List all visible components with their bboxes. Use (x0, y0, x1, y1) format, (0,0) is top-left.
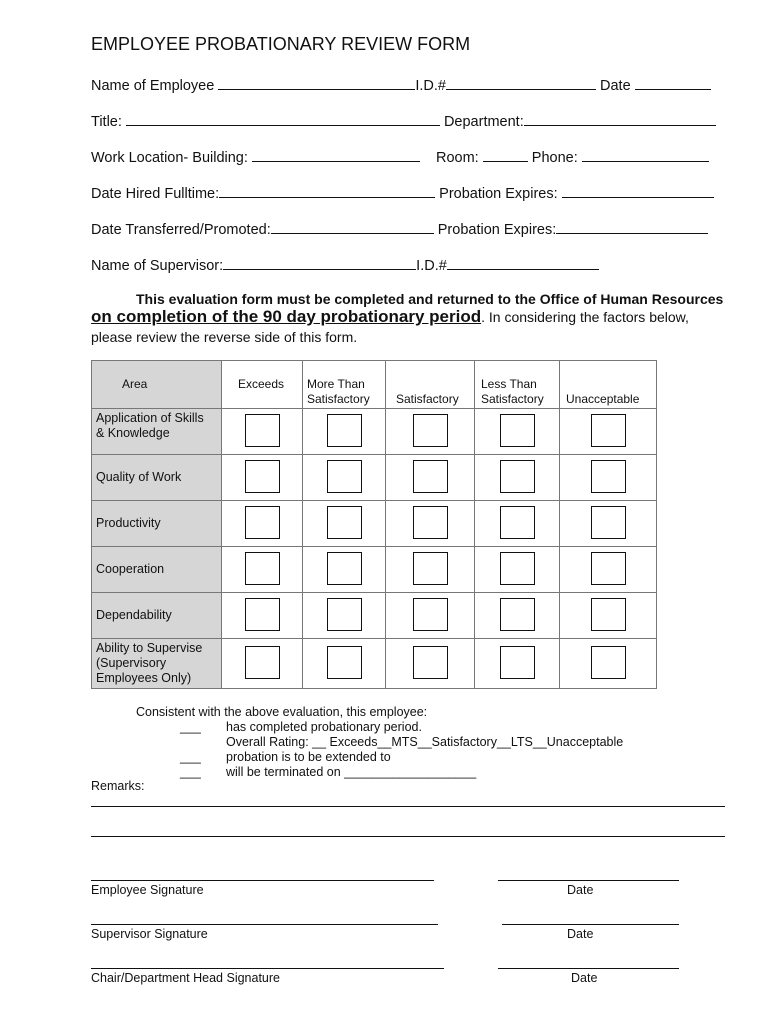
name-of-supervisor-label: Name of Supervisor: (91, 258, 224, 274)
satisfactory-checkbox[interactable] (413, 460, 448, 493)
unacceptable-checkbox[interactable] (591, 598, 626, 631)
unacceptable-checkbox-cell (560, 409, 657, 455)
less-than-satisfactory-checkbox[interactable] (500, 506, 535, 539)
supervisor-id-input[interactable] (447, 254, 599, 270)
satisfactory-checkbox-cell (386, 409, 475, 455)
mts-checkbox-cell (303, 409, 386, 455)
more-than-satisfactory-checkbox[interactable] (327, 552, 362, 585)
supervisor-id-label: I.D.# (416, 258, 447, 274)
work-location-label: Work Location- Building: (91, 150, 248, 166)
supervisor-signature-line[interactable] (91, 924, 438, 925)
instructions-emphasis: on completion of the 90 day probationary period (91, 307, 482, 326)
title-label: Title: (91, 114, 122, 130)
employee-name-row (91, 74, 711, 94)
terminated-option: will be terminated on ___________________ (226, 765, 477, 779)
satisfactory-checkbox[interactable] (413, 552, 448, 585)
terminated-blank[interactable]: ___ (180, 765, 201, 779)
chair-signature-line[interactable] (91, 968, 444, 969)
more-than-satisfactory-checkbox[interactable] (327, 646, 362, 679)
room-input[interactable] (483, 146, 528, 162)
more-than-satisfactory-checkbox[interactable] (327, 598, 362, 631)
table-header-row (92, 361, 657, 409)
date-input[interactable] (635, 74, 711, 90)
outcome-intro: Consistent with the above evaluation, this employee: (136, 705, 428, 719)
more-than-satisfactory-checkbox[interactable] (327, 414, 362, 447)
date-hired-label: Date Hired Fulltime: (91, 186, 220, 202)
satisfactory-checkbox[interactable] (413, 646, 448, 679)
unacceptable-checkbox[interactable] (591, 552, 626, 585)
name-of-employee-input[interactable] (218, 74, 415, 90)
date-transferred-input[interactable] (271, 218, 434, 234)
employee-date-label: Date (567, 883, 594, 897)
exceeds-checkbox[interactable] (245, 598, 280, 631)
extended-option: probation is to be extended to (226, 750, 391, 764)
date-transferred-row (91, 218, 708, 238)
probation-expires-input-1[interactable] (562, 182, 714, 198)
supervisor-date-label: Date (567, 927, 594, 941)
exceeds-checkbox[interactable] (245, 552, 280, 585)
phone-input[interactable] (582, 146, 709, 162)
date-hired-row (91, 182, 714, 202)
chair-signature-label: Chair/Department Head Signature (91, 971, 280, 985)
satisfactory-checkbox[interactable] (413, 506, 448, 539)
table-row (92, 593, 657, 639)
remarks-label: Remarks: (91, 779, 145, 793)
more-than-satisfactory-checkbox[interactable] (327, 460, 362, 493)
row-area-label: Quality of Work (92, 455, 222, 501)
date-transferred-label: Date Transferred/Promoted: (91, 222, 271, 238)
title-row (91, 110, 716, 130)
instructions-cont (91, 307, 731, 347)
header-area: Area (92, 361, 222, 409)
row-area-label: Productivity (92, 501, 222, 547)
employee-id-input[interactable] (446, 74, 596, 90)
less-than-satisfactory-checkbox[interactable] (500, 646, 535, 679)
supervisor-date-line[interactable] (502, 924, 679, 925)
satisfactory-checkbox[interactable] (413, 598, 448, 631)
unacceptable-checkbox[interactable] (591, 646, 626, 679)
form-title: EMPLOYEE PROBATIONARY REVIEW FORM (91, 34, 471, 54)
header-satisfactory: Satisfactory (386, 361, 475, 409)
less-than-satisfactory-checkbox[interactable] (500, 460, 535, 493)
department-input[interactable] (524, 110, 716, 126)
table-row (92, 409, 657, 455)
lts-checkbox-cell (475, 409, 560, 455)
table-row (92, 501, 657, 547)
employee-signature-label: Employee Signature (91, 883, 204, 897)
work-location-input[interactable] (252, 146, 420, 162)
exceeds-checkbox[interactable] (245, 646, 280, 679)
row-area-label: Ability to Supervise (Supervisory Employees Only) (92, 639, 222, 689)
employee-signature-line[interactable] (91, 880, 434, 881)
probation-expires-input-2[interactable] (556, 218, 708, 234)
table-row (92, 547, 657, 593)
date-label: Date (600, 78, 631, 94)
satisfactory-checkbox[interactable] (413, 414, 448, 447)
supervisor-signature-label: Supervisor Signature (91, 927, 208, 941)
exceeds-checkbox-cell (222, 409, 303, 455)
completed-blank[interactable]: ___ (180, 720, 201, 734)
unacceptable-checkbox[interactable] (591, 460, 626, 493)
department-label: Department: (443, 114, 524, 130)
completed-option: has completed probationary period. (226, 720, 422, 734)
name-of-supervisor-input[interactable] (223, 254, 416, 270)
phone-label: Phone: (531, 150, 578, 166)
title-input[interactable] (126, 110, 440, 126)
supervisor-row (91, 254, 599, 274)
row-area-label: Application of Skills & Knowledge (92, 409, 222, 455)
remarks-line-2[interactable] (91, 836, 725, 837)
overall-rating: Overall Rating: __ Exceeds__MTS__Satisfactory__LTS__Unacceptable (226, 735, 624, 749)
header-more-than-satisfactory: More Than Satisfactory (303, 361, 386, 409)
remarks-line-1[interactable] (91, 806, 725, 807)
more-than-satisfactory-checkbox[interactable] (327, 506, 362, 539)
probation-expires-label-2: Probation Expires: (437, 222, 557, 238)
row-area-label: Cooperation (92, 547, 222, 593)
work-location-row (91, 146, 709, 166)
exceeds-checkbox[interactable] (245, 506, 280, 539)
extended-blank[interactable]: ___ (180, 750, 201, 764)
header-less-than-satisfactory: Less Than Satisfactory (475, 361, 560, 409)
chair-date-label: Date (571, 971, 598, 985)
employee-date-line[interactable] (498, 880, 679, 881)
room-label: Room: (436, 150, 479, 166)
less-than-satisfactory-checkbox[interactable] (500, 552, 535, 585)
employee-id-label: I.D.# (415, 78, 446, 94)
exceeds-checkbox[interactable] (245, 414, 280, 447)
header-exceeds: Exceeds (222, 361, 303, 409)
header-unacceptable: Unacceptable (560, 361, 657, 409)
row-area-label: Dependability (92, 593, 222, 639)
exceeds-checkbox[interactable] (245, 460, 280, 493)
chair-date-line[interactable] (498, 968, 679, 969)
unacceptable-checkbox[interactable] (591, 414, 626, 447)
instructions-part1: This evaluation form must be completed and returned to the Office of Human Resources (136, 291, 724, 307)
instructions (91, 289, 731, 309)
table-row (92, 639, 657, 689)
less-than-satisfactory-checkbox[interactable] (500, 414, 535, 447)
unacceptable-checkbox[interactable] (591, 506, 626, 539)
probation-expires-label-1: Probation Expires: (439, 186, 558, 202)
less-than-satisfactory-checkbox[interactable] (500, 598, 535, 631)
evaluation-table (91, 360, 657, 689)
name-of-employee-label: Name of Employee (91, 78, 215, 94)
instructions-part2: . In considering the factors below, please review the reverse side of this form. (91, 309, 689, 345)
table-row (92, 455, 657, 501)
date-hired-input[interactable] (219, 182, 435, 198)
